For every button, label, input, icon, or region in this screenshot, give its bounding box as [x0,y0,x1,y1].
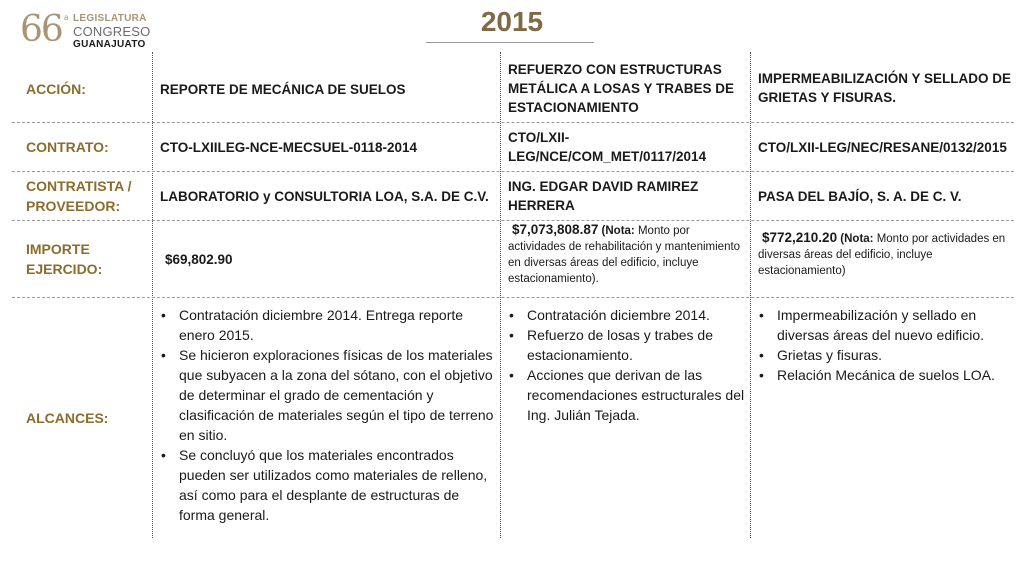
list-item: • Contratación diciembre 2014. [503,305,748,325]
alcances-list [753,305,1011,385]
label-importe: IMPORTE EJERCIDO: [26,241,103,277]
label-contratista: CONTRATISTA / PROVEEDOR: [26,178,132,214]
contratista-cell-2 [508,174,746,218]
nota-text: Monto por actividades de rehabilitación y mantenimiento en diversas áreas del edificio, incluye estacionamiento). [508,225,741,285]
contratista-cell-3 [758,174,1014,218]
alcances-cell-1 [155,305,497,535]
row-label-accion [26,60,150,118]
list-item: • Grietas y fisuras. [753,345,1011,365]
contrato-cell-1 [160,125,496,169]
nota-label: (Nota: [840,233,874,245]
importe-value: $772,210.20 [762,230,838,245]
label-contrato: CONTRATO: [26,139,109,155]
importe-value: $7,073,808.87 [512,222,599,237]
logo-sup: a [64,13,69,22]
column-divider [750,52,751,538]
accion-cell-2 [508,56,746,120]
list-item: • Se hicieron exploraciones físicas de los materiales que subyacen a la zona del sótano, con el objetivo de determinar el grado de cementación y clasificación de materiales según el tipo de terreno en sitio. [155,345,497,445]
list-item: • Relación Mecánica de suelos LOA. [753,365,1011,385]
contratista-cell-1 [160,174,496,218]
importe-cell-2 [508,222,746,296]
row-label-importe [26,224,150,294]
alcances-cell-3 [753,305,1011,535]
accion-value: REPORTE DE MECÁNICA DE SUELOS [160,81,406,97]
alcances-list [155,305,497,525]
row-label-alcances [26,300,150,536]
contratista-value: LABORATORIO y CONSULTORIA LOA, S.A. DE C.V. [160,188,489,204]
row-divider [12,297,1014,298]
contratista-value: PASA DEL BAJÍO, S. A. DE C. V. [758,188,962,204]
logo-line1: LEGISLATURA [73,13,147,24]
list-item: • Impermeabilización y sellado en diversas áreas del nuevo edificio. [753,305,1011,345]
row-divider [12,220,1014,221]
label-accion: ACCIÓN: [26,81,86,97]
page-title: 2015 [480,6,544,37]
logo-number: 66 [20,9,62,50]
accion-cell-3 [758,56,1014,120]
nota-label: (Nota: [601,225,635,237]
list-item: • Contratación diciembre 2014. Entrega reporte enero 2015. [155,305,497,345]
logo-line2: CONGRESO [73,24,151,39]
list-item: • Se concluyó que los materiales encontrados pueden ser utilizados como materiales de relleno, así como para el desplante de estructuras de forma general. [155,445,497,525]
row-label-contrato [26,125,150,169]
accion-cell-1 [160,60,496,118]
title-underline [426,42,594,43]
alcances-list [503,305,748,425]
contrato-value: CTO/LXII-LEG/NCE/COM_MET/0117/2014 [508,130,707,164]
column-divider [500,52,501,538]
accion-value: IMPERMEABILIZACIÓN Y SELLADO DE GRIETAS Y FISURAS. [758,71,1012,105]
list-item: • Refuerzo de losas y trabes de estacionamiento. [503,325,748,365]
logo-line3: GUANAJUATO [73,39,146,50]
contrato-cell-2 [508,125,746,169]
contrato-value: CTO/LXII-LEG/NEC/RESANE/0132/2015 [758,139,1007,155]
row-label-contratista [26,174,150,218]
importe-value: $69,802.90 [165,251,233,267]
alcances-cell-2 [503,305,748,535]
nota-text: Monto por actividades en diversas áreas del edificio, incluye estacionamiento) [758,233,1006,277]
label-alcances: ALCANCES: [26,410,109,426]
contrato-value: CTO-LXIILEG-NCE-MECSUEL-0118-2014 [160,139,418,155]
row-divider [12,171,1014,172]
row-divider [12,122,1014,123]
contratista-value: ING. EDGAR DAVID RAMIREZ HERRERA [508,179,699,213]
contrato-cell-3 [758,125,1014,169]
accion-value: REFUERZO CON ESTRUCTURAS METÁLICA A LOSAS Y TRABES DE ESTACIONAMIENTO [508,61,735,115]
importe-cell-1 [165,224,495,294]
list-item: • Acciones que derivan de las recomendaciones estructurales del Ing. Julián Tejada. [503,365,748,425]
column-divider [152,52,153,538]
importe-cell-3 [758,230,1014,294]
